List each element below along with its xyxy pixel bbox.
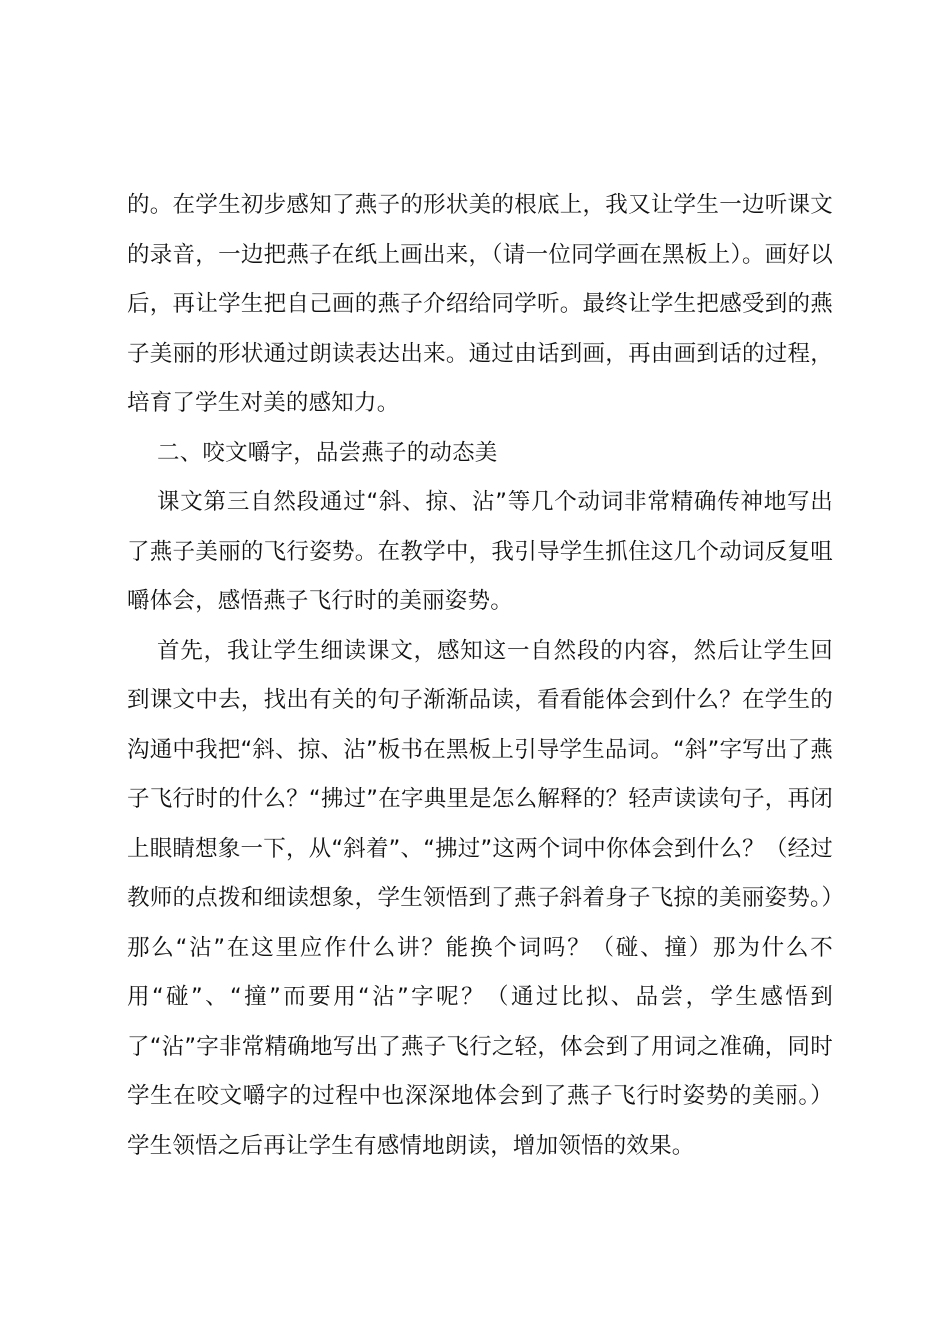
paragraph-intro: 课文第三自然段通过“斜、掠、沾”等几个动词非常精确传神地写出了燕子美丽的飞行姿势。在教学中，我引导学生抓住这几个动词反复咀嚼体会，感悟燕子飞行时的美丽姿势。	[127, 489, 833, 614]
section-heading: 二、咬文嚼字，品尝燕子的动态美	[157, 439, 498, 466]
paragraph-continuation: 的。在学生初步感知了燕子的形状美的根底上，我又让学生一边听课文的录音，一边把燕子在纸上画出来，（请一位同学画在黑板上）。画好以后，再让学生把自己画的燕子介绍给同学听。最终让学生把感受到的燕子美丽的形状通过朗读表达出来。通过由话到画，再由画到话的过程，培育了学生对美的感知力。	[127, 192, 833, 416]
paragraph-detail: 首先，我让学生细读课文，感知这一自然段的内容，然后让学生回到课文中去，找出有关的句子渐渐品读，看看能体会到什么？在学生的沟通中我把“斜、掠、沾”板书在黑板上引导学生品词。“斜”字写出了燕子飞行时的什么？“拂过”在字典里是怎么解释的？轻声读读句子，再闭上眼睛想象一下，从“斜着”、“拂过”这两个词中你体会到什么？（经过教师的点拨和细读想象，学生领悟到了燕子斜着身子飞掠的美丽姿势。）那么“沾”在这里应作什么讲？能换个词吗？（碰、撞）那为什么不用“碰”、“撞”而要用“沾”字呢？（通过比拟、品尝，学生感悟到了“沾”字非常精确地写出了燕子飞行之轻，体会到了用词之准确，同时学生在咬文嚼字的过程中也深深地体会到了燕子飞行时姿势的美丽。）学生领悟之后再让学生有感情地朗读，增加领悟的效果。	[127, 637, 833, 1159]
document-body	[127, 181, 833, 1171]
